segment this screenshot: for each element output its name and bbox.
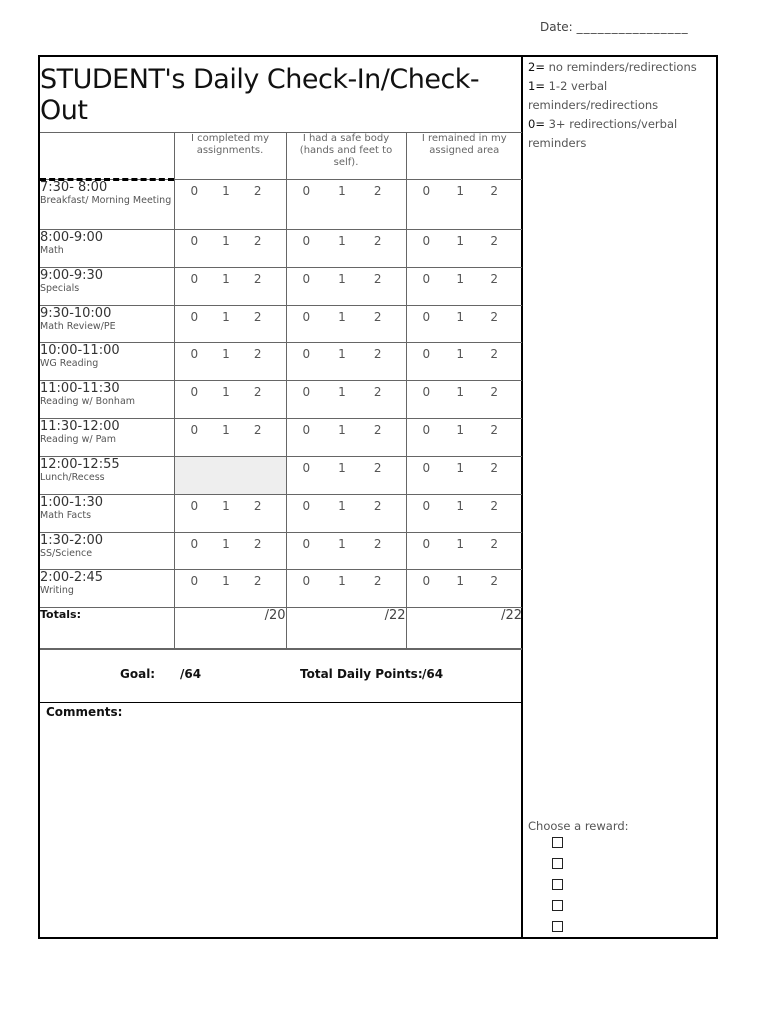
header-assigned-area: I remained in my assigned area [406,133,522,180]
total-value: /22 [406,608,522,649]
score-cell [406,570,522,608]
time-slot [40,180,174,230]
score-option[interactable]: 1 [456,310,465,324]
score-option[interactable]: 2 [253,385,262,399]
time-label: 1:00-1:30 [40,495,104,510]
score-option[interactable]: 2 [373,537,382,551]
reward-checkbox[interactable] [552,837,563,848]
score-option[interactable]: 1 [338,234,346,248]
date-label: Date: [540,20,573,34]
score-cell [406,306,522,343]
score-cell [286,419,406,457]
score-cell [174,570,286,608]
legend-item: 0= 3+ redirections/verbal reminders [528,117,678,150]
score-option[interactable]: 1 [222,537,230,551]
score-option[interactable]: 2 [490,499,498,513]
subject-label: Math Facts [40,510,92,521]
total-value: /22 [286,608,406,649]
score-cell [286,533,406,570]
comments-label: Comments: [46,705,123,719]
score-option[interactable]: 0 [302,423,311,437]
score-option[interactable]: 2 [253,423,262,437]
subject-label: Math [40,245,64,256]
header-assignments: I completed my assignments. [174,133,286,180]
score-option[interactable]: 2 [373,574,382,588]
score-option[interactable]: 1 [456,385,465,399]
score-cell [286,306,406,343]
score-cell [406,381,522,419]
score-option[interactable]: 0 [422,234,431,248]
score-option[interactable]: 1 [222,385,230,399]
score-option[interactable]: 1 [338,347,346,361]
score-option[interactable]: 1 [338,272,346,286]
time-label: 7:30- 8:00 [40,180,108,195]
time-slot [40,495,174,533]
score-option[interactable]: 1 [222,272,230,286]
score-option[interactable]: 1 [222,347,230,361]
score-option[interactable]: 0 [302,347,311,361]
score-option[interactable]: 1 [338,537,346,551]
table-row [40,419,522,457]
score-option[interactable]: 1 [456,272,465,286]
table-row [40,381,522,419]
reward-label: Choose a reward: [528,819,629,833]
score-cell [406,343,522,381]
score-cell [174,306,286,343]
score-option[interactable]: 0 [422,461,431,475]
score-cell [286,457,406,495]
subject-label: Breakfast/ Morning Meeting [40,195,172,206]
score-option[interactable]: 2 [490,423,498,437]
goal-label: Goal: [120,667,156,681]
score-option[interactable]: 0 [422,499,431,513]
reward-checkbox[interactable] [552,879,563,890]
goal-row [40,649,522,703]
time-slot [40,343,174,381]
score-option[interactable]: 1 [222,499,230,513]
table-row [40,457,522,495]
daily-points-value: /64 [422,667,444,681]
time-slot [40,268,174,306]
score-cell [174,533,286,570]
legend [528,58,718,153]
subject-label: SS/Science [40,548,93,559]
score-cell [286,495,406,533]
time-label: 10:00-11:00 [40,343,120,358]
score-cell [174,495,286,533]
legend-item: 1= 1-2 verbal reminders/redirections [528,79,659,112]
score-option[interactable]: 0 [422,574,431,588]
score-option[interactable]: 1 [456,499,465,513]
score-cell [406,457,522,495]
score-cell [286,381,406,419]
dashed-line [40,178,174,181]
score-option[interactable]: 0 [302,272,311,286]
totals-label: Totals: [40,608,174,649]
score-option[interactable]: 0 [302,499,311,513]
time-label: 12:00-12:55 [40,457,120,472]
score-option[interactable]: 1 [338,499,346,513]
score-option[interactable]: 2 [253,184,262,198]
score-cell [406,495,522,533]
score-cell [286,180,406,230]
time-slot [40,381,174,419]
score-cell [286,570,406,608]
subject-label: Specials [40,283,80,294]
score-cell [286,268,406,306]
time-label: 9:00-9:30 [40,268,104,283]
score-option[interactable]: 2 [373,385,382,399]
reward-checkbox[interactable] [552,921,563,932]
table-row [40,230,522,268]
score-option[interactable]: 1 [338,385,346,399]
time-slot [40,533,174,570]
score-option[interactable]: 2 [490,574,498,588]
time-label: 8:00-9:00 [40,230,104,245]
score-option[interactable]: 0 [302,184,311,198]
score-option[interactable]: 0 [302,234,311,248]
score-option[interactable]: 0 [422,347,431,361]
subject-label: WG Reading [40,358,99,369]
score-option[interactable]: 0 [190,272,199,286]
reward-checkbox[interactable] [552,858,563,869]
score-option[interactable]: 2 [373,310,382,324]
score-option[interactable]: 1 [222,574,230,588]
date-field [540,20,689,34]
table-row [40,570,522,608]
score-option[interactable]: 2 [490,272,498,286]
score-option[interactable]: 1 [456,537,465,551]
score-option[interactable]: 0 [190,385,199,399]
daily-points-label: Total Daily Points: [300,667,423,681]
subject-label: Reading w/ Bonham [40,396,136,407]
score-option[interactable]: 1 [456,461,465,475]
score-option[interactable]: 1 [222,423,230,437]
score-option[interactable]: 2 [490,310,498,324]
score-option[interactable]: 2 [253,347,262,361]
score-option[interactable]: 1 [338,184,346,198]
score-option[interactable]: 0 [422,184,431,198]
score-option[interactable]: 0 [302,537,311,551]
score-option[interactable]: 0 [422,310,431,324]
subject-label: Lunch/Recess [40,472,105,483]
table-row [40,533,522,570]
score-option[interactable]: 0 [190,574,199,588]
page-title: STUDENT's Daily Check-In/Check-Out [40,57,522,133]
score-cell [174,268,286,306]
score-option[interactable]: 2 [373,423,382,437]
table-row [40,268,522,306]
score-option[interactable]: 2 [253,310,262,324]
header-safe-body: I had a safe body (hands and feet to self). [286,133,406,180]
score-option[interactable]: 2 [490,234,498,248]
score-cell [406,419,522,457]
time-label: 11:30-12:00 [40,419,120,434]
score-option[interactable]: 0 [190,423,199,437]
score-option[interactable]: 0 [422,537,431,551]
score-option[interactable]: 2 [373,184,382,198]
table-row [40,343,522,381]
score-option[interactable]: 0 [302,461,311,475]
score-option[interactable]: 1 [222,310,230,324]
score-option[interactable]: 1 [338,574,346,588]
date-line: ________________ [576,20,689,34]
score-option[interactable]: 2 [490,184,498,198]
score-option[interactable]: 1 [456,184,465,198]
score-option[interactable]: 0 [422,385,431,399]
goal-value: /64 [180,667,202,681]
score-cell [174,381,286,419]
reward-checkboxes [552,837,563,942]
subject-label: Reading w/ Pam [40,434,116,445]
score-table [40,132,522,649]
score-option[interactable]: 1 [222,234,230,248]
score-option[interactable]: 0 [422,423,431,437]
score-cell [174,180,286,230]
time-label: 9:30-10:00 [40,306,112,321]
time-label: 11:00-11:30 [40,381,120,396]
score-option[interactable]: 1 [456,423,465,437]
score-cell [406,180,522,230]
score-cell [286,230,406,268]
legend-item: 2= no reminders/redirections [528,60,697,74]
score-option[interactable]: 2 [253,272,262,286]
score-option[interactable]: 1 [338,461,346,475]
score-option[interactable]: 0 [190,499,199,513]
score-cell [174,343,286,381]
score-option[interactable]: 2 [373,499,382,513]
time-slot [40,306,174,343]
score-option[interactable]: 0 [190,310,199,324]
score-cell [406,268,522,306]
score-option[interactable]: 2 [490,461,498,475]
score-option[interactable]: 2 [373,272,382,286]
checkin-form [38,55,718,939]
time-label: 2:00-2:45 [40,570,104,585]
reward-checkbox[interactable] [552,900,563,911]
score-option[interactable]: 1 [456,234,465,248]
score-option[interactable]: 1 [222,184,230,198]
score-option[interactable]: 2 [373,461,382,475]
score-option[interactable]: 0 [190,234,199,248]
score-cell [286,343,406,381]
time-slot [40,230,174,268]
score-option[interactable]: 0 [190,537,199,551]
score-option[interactable]: 0 [190,184,199,198]
score-option[interactable]: 0 [302,385,311,399]
score-cell [174,230,286,268]
score-option[interactable]: 1 [338,423,346,437]
subject-label: Writing [40,585,74,596]
score-cell [174,419,286,457]
score-option[interactable]: 2 [253,574,262,588]
score-option[interactable]: 1 [456,574,465,588]
table-row [40,495,522,533]
score-option[interactable]: 0 [422,272,431,286]
time-slot [40,457,174,495]
score-cell [406,230,522,268]
total-value: /20 [174,608,286,649]
time-slot [40,570,174,608]
score-option[interactable]: 2 [253,499,262,513]
score-option[interactable]: 2 [490,385,498,399]
score-option[interactable]: 2 [373,347,382,361]
score-option[interactable]: 0 [302,574,311,588]
table-row [40,180,522,230]
score-option[interactable]: 2 [373,234,382,248]
table-row [40,306,522,343]
subject-label: Math Review/PE [40,321,116,332]
score-option[interactable]: 2 [253,537,262,551]
score-option[interactable]: 1 [338,310,346,324]
blank-header [40,133,174,180]
score-option[interactable]: 2 [253,234,262,248]
score-cell [406,533,522,570]
time-label: 1:30-2:00 [40,533,104,548]
score-option[interactable]: 2 [490,347,498,361]
score-option[interactable]: 1 [456,347,465,361]
time-slot [40,419,174,457]
blank-cell [174,457,286,495]
score-option[interactable]: 0 [190,347,199,361]
score-option[interactable]: 0 [302,310,311,324]
score-option[interactable]: 2 [490,537,498,551]
